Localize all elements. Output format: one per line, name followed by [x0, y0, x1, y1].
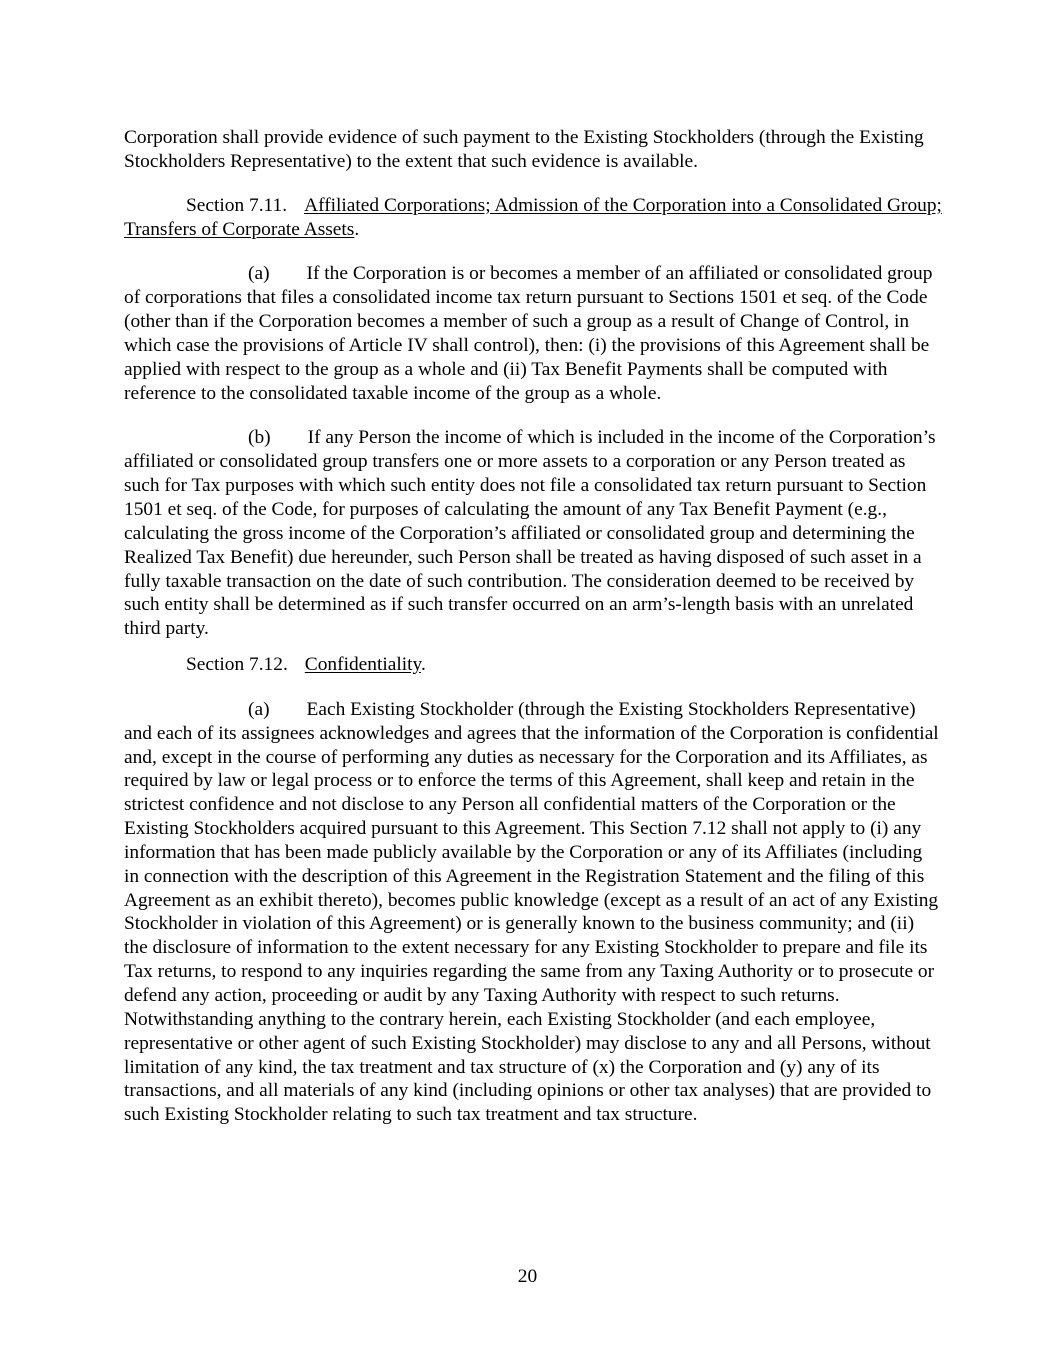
- section-7-11-heading: [124, 194, 942, 242]
- para-label: (a): [248, 698, 270, 720]
- section-7-11-para-b: [124, 426, 942, 641]
- section-7-12-title: Confidentiality: [304, 654, 421, 676]
- section-7-12-number: Section 7.12.: [186, 654, 288, 676]
- para-text: If any Person the income of which is included in the income of the Corporation’s affiliated or consolidated group transfers one or more assets to a corporation or any Person treated as such for Tax purposes with which such entity does not file a consolidated tax return pursuant to Section 1501 et seq. of the Code, for purposes of calculating the amount of any Tax Benefit Payment (e.g., calculating the gross income of the Corporation’s affiliated or consolidated group and determining the Realized Tax Benefit) due hereunder, such Person shall be treated as having disposed of such asset in a fully taxable transaction on the date of such contribution. The consideration deemed to be received by such entity shall be determined as if such transfer occurred on an arm’s-length basis with an unrelated third party.: [124, 427, 936, 640]
- section-7-11-title: Affiliated Corporations; Admission of the Corporation into a Consolidated Group; Transfers of Corporate Assets: [124, 194, 942, 240]
- section-7-12-heading: [124, 653, 942, 677]
- para-text: If the Corporation is or becomes a member of an affiliated or consolidated group of corporations that files a consolidated income tax return pursuant to Sections 1501 et seq. of the Code (other than if the Corporation becomes a member of such a group as a result of Change of Control, in which case the provisions of Article IV shall control), then: (i) the provisions of this Agreement shall be applied with respect to the group as a whole and (ii) Tax Benefit Payments shall be computed with reference to the consolidated taxable income of the group as a whole.: [124, 263, 933, 404]
- para-label: (b): [248, 427, 271, 449]
- para-label: (a): [248, 263, 270, 285]
- section-7-11-para-a: [124, 262, 942, 405]
- section-7-12-title-end: .: [420, 654, 426, 676]
- section-7-11-title-end: .: [354, 218, 360, 240]
- para-text: Each Existing Stockholder (through the Existing Stockholders Representative) and each of its assignees acknowledges and agrees that the information of the Corporation is confidential and, except in the course of performing any duties as necessary for the Corporation and its Affiliates, as required by law or legal process or to enforce the terms of this Agreement, shall keep and retain in the strictest confidence and not disclose to any Person all confidential matters of the Corporation or the Existing Stockholders acquired pursuant to this Agreement. This Section 7.12 shall not apply to (i) any information that has been made publicly available by the Corporation or any of its Affiliates (including in connection with the description of this Agreement in the Registration Statement and the filing of this Agreement as an exhibit thereto), becomes public knowledge (except as a result of an act of any Existing Stockholder in violation of this Agreement) or is generally known to the business community; and (ii) the disclosure of information to the extent necessary for any Existing Stockholder to prepare and file its Tax returns, to respond to any inquiries regarding the same from any Taxing Authority or to prosecute or defend any action, proceeding or audit by any Taxing Authority with respect to such returns. Notwithstanding anything to the contrary herein, each Existing Stockholder (and each employee, representative or other agent of such Existing Stockholder) may disclose to any and all Persons, without limitation of any kind, the tax treatment and tax structure of (x) the Corporation and (y) any of its transactions, and all materials of any kind (including opinions or other tax analyses) that are provided to such Existing Stockholder relating to such tax treatment and tax structure.: [124, 698, 939, 1126]
- section-7-12-para-a: [124, 698, 942, 1127]
- document-page: [124, 124, 942, 1127]
- page-number: 20: [517, 1266, 538, 1287]
- section-7-11-number: Section 7.11.: [186, 194, 288, 216]
- intro-paragraph: Corporation shall provide evidence of such payment to the Existing Stockholders (through the Existing Stockholders Representative) to the extent that such evidence is available.: [124, 127, 924, 172]
